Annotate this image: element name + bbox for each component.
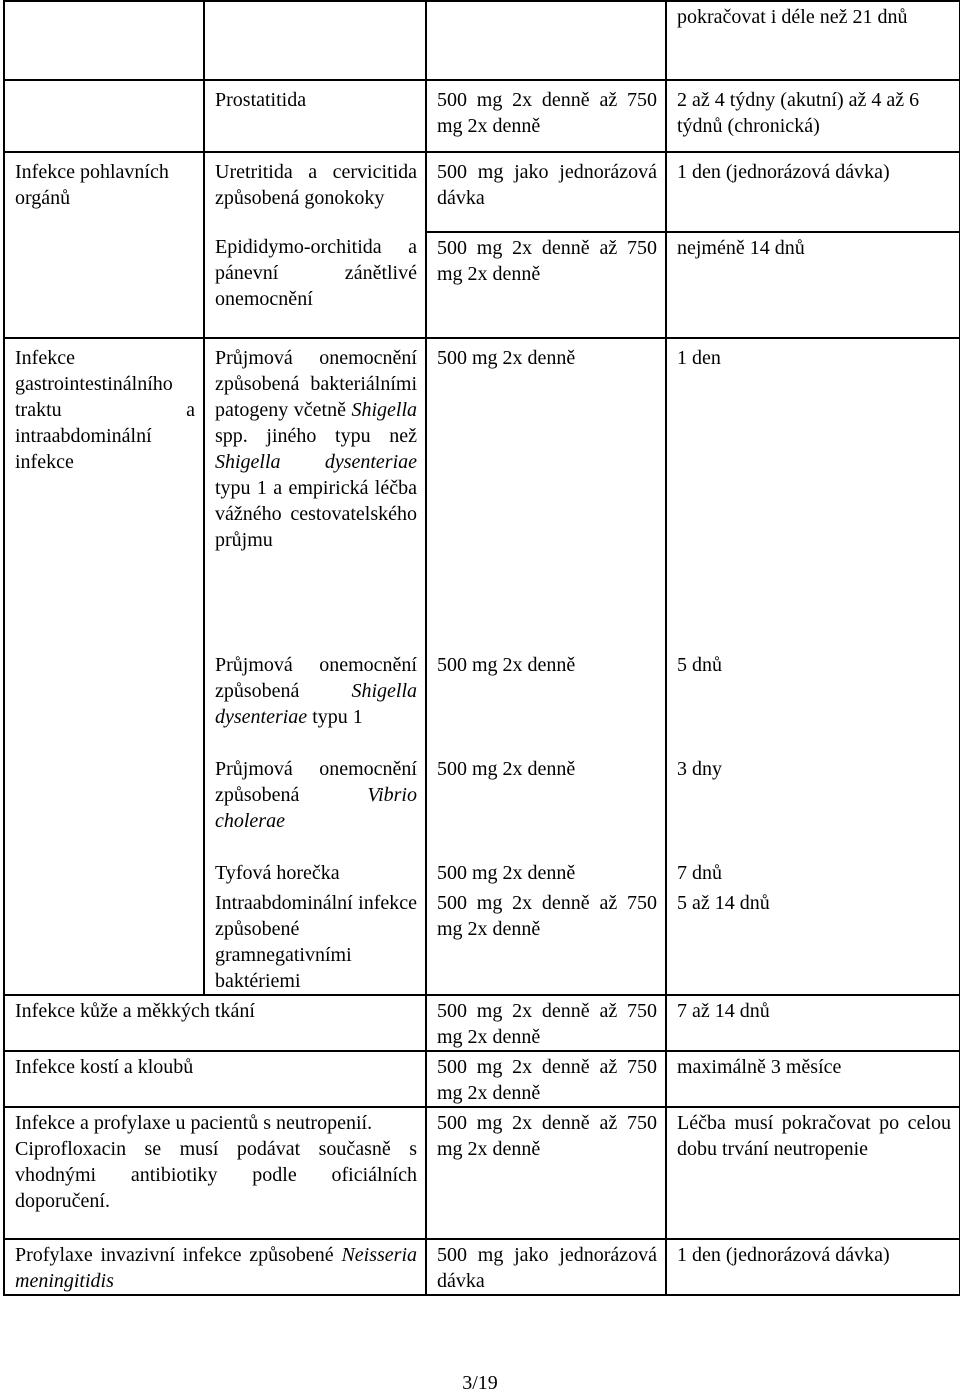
dose-cell: 500 mg jako jednorázová dávka — [426, 1239, 666, 1295]
group-cell: Infekce pohlavních orgánů — [4, 152, 204, 338]
group-cell — [4, 1107, 426, 1239]
diagnosis-cell: Prostatitida — [204, 80, 426, 152]
dose-cell: 500 mg 2x denně — [426, 858, 666, 888]
duration-cell: pokračovat i déle než 21 dnů — [666, 1, 960, 80]
duration-cell: 7 až 14 dnů — [666, 995, 960, 1051]
table-row — [4, 1, 960, 80]
group-cell-empty — [4, 80, 204, 152]
dose-cell: 500 mg 2x denně až 750 mg 2x denně — [426, 1051, 666, 1107]
table-row — [4, 152, 960, 232]
diagnosis-cell: Průjmová onemocnění způsobená Shigella dysenteriae typu 1 — [204, 650, 426, 754]
dosage-table — [3, 0, 960, 1296]
diagnosis-cell: Průjmová onemocnění způsobená bakteriálními patogeny včetně Shigella spp. jiného typu než Shigella dysenteriae typu 1 a empirická léčba vážného cestovatelského průjmu — [204, 338, 426, 650]
dose-cell: 500 mg 2x denně až 750 mg 2x denně — [426, 888, 666, 995]
duration-cell: 5 až 14 dnů — [666, 888, 960, 995]
page-number: 3/19 — [462, 1372, 498, 1394]
group-text-2: Ciprofloxacin se musí podávat současně s vhodnými antibiotiky podle oficiálních doporučení. — [15, 1138, 417, 1212]
group-text-1: Infekce a profylaxe u pacientů s neutropenií. — [15, 1112, 373, 1134]
group-cell-empty — [4, 1, 204, 80]
dose-cell: 500 mg 2x denně — [426, 650, 666, 754]
group-cell: Infekce kostí a kloubů — [4, 1051, 426, 1107]
duration-cell: 3 dny — [666, 754, 960, 858]
dose-cell: 500 mg 2x denně až 750 mg 2x denně — [426, 1107, 666, 1239]
group-cell: Profylaxe invazivní infekce způsobené Neisseria meningitidis — [4, 1239, 426, 1295]
table-row — [4, 1107, 960, 1239]
duration-cell: 2 až 4 týdny (akutní) až 4 až 6 týdnů (chronická) — [666, 80, 960, 152]
dose-cell: 500 mg 2x denně — [426, 338, 666, 650]
dose-cell: 500 mg 2x denně až 750 mg 2x denně — [426, 232, 666, 338]
duration-cell: 1 den — [666, 338, 960, 650]
table-row — [4, 1051, 960, 1107]
diagnosis-cell-empty — [204, 1, 426, 80]
dose-cell: 500 mg 2x denně až 750 mg 2x denně — [426, 995, 666, 1051]
duration-cell: maximálně 3 měsíce — [666, 1051, 960, 1107]
table-row — [4, 80, 960, 152]
group-cell: Infekce kůže a měkkých tkání — [4, 995, 426, 1051]
duration-cell: 7 dnů — [666, 858, 960, 888]
duration-cell: Léčba musí pokračovat po celou dobu trvání neutropenie — [666, 1107, 960, 1239]
dose-cell: 500 mg 2x denně — [426, 754, 666, 858]
diagnosis-cell: Epididymo-orchitida a pánevní zánětlivé onemocnění — [204, 232, 426, 338]
diagnosis-cell: Průjmová onemocnění způsobená Vibrio cholerae — [204, 754, 426, 858]
dose-cell: 500 mg 2x denně až 750 mg 2x denně — [426, 80, 666, 152]
diagnosis-cell: Tyfová horečka — [204, 858, 426, 888]
duration-cell: 1 den (jednorázová dávka) — [666, 152, 960, 232]
duration-cell: 1 den (jednorázová dávka) — [666, 1239, 960, 1295]
table-row — [4, 995, 960, 1051]
diagnosis-cell: Uretritida a cervicitida způsobená gonokoky — [204, 152, 426, 232]
diagnosis-cell: Intraabdominální infekce způsobené gramnegativními baktériemi — [204, 888, 426, 995]
duration-cell: 5 dnů — [666, 650, 960, 754]
duration-cell: nejméně 14 dnů — [666, 232, 960, 338]
dose-cell: 500 mg jako jednorázová dávka — [426, 152, 666, 232]
table-row — [4, 338, 960, 650]
group-cell: Infekce gastrointestinálního traktu a intraabdominální infekce — [4, 338, 204, 995]
table-row — [4, 1239, 960, 1295]
dose-cell-empty — [426, 1, 666, 80]
